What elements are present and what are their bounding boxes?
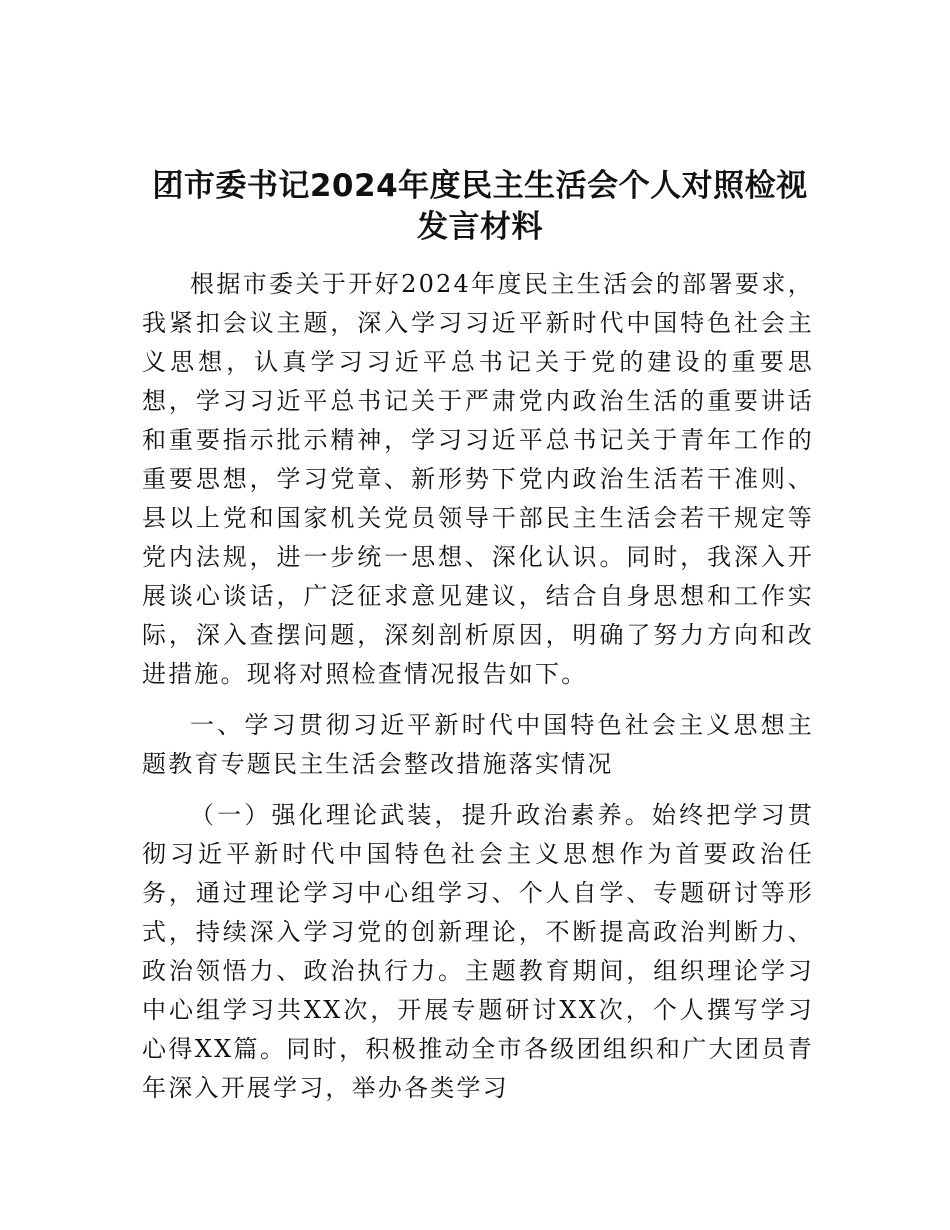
title-line-2: 发言材料 — [417, 209, 543, 245]
subsection-paragraph-1: （一）强化理论武装，提升政治素养。始终把学习贯彻习近平新时代中国特色社会主义思想作为首要政治任务，通过理论学习中心组学习、个人自学、专题研讨等形式，持续深入学习党的创新理论，不断提高政治判断力、政治领悟力、政治执行力。主题教育期间，组织理论学习中心组学习共XX次，开展专题研讨XX次，个人撰写学习心得XX篇。同时，积极推动全市各级团组织和广大团员青年深入开展学习，举办各类学习 — [142, 801, 814, 1102]
intro-paragraph: 根据市委关于开好2024年度民主生活会的部署要求，我紧扣会议主题，深入学习习近平新时代中国特色社会主义思想，认真学习习近平总书记关于党的建设的重要思想，学习习近平总书记关于严肃党内政治生活的重要讲话和重要指示批示精神，学习习近平总书记关于青年工作的重要思想，学习党章、新形势下党内政治生活若干准则、县以上党和国家机关党员领导干部民主生活会若干规定等党内法规，进一步统一思想、深化认识。同时，我深入开展谈心谈话，广泛征求意见建议，结合自身思想和工作实际，深入查摆问题，深刻剖析原因，明确了努力方向和改进措施。现将对照检查情况报告如下。 — [142, 270, 814, 688]
title-line-1: 团市委书记2024年度民主生活会个人对照检视 — [152, 168, 808, 204]
section-heading-1: 一、学习贯彻习近平新时代中国特色社会主义思想主题教育专题民主生活会整改措施落实情况 — [142, 711, 814, 778]
document-title — [120, 166, 840, 248]
document-body — [142, 265, 814, 1108]
